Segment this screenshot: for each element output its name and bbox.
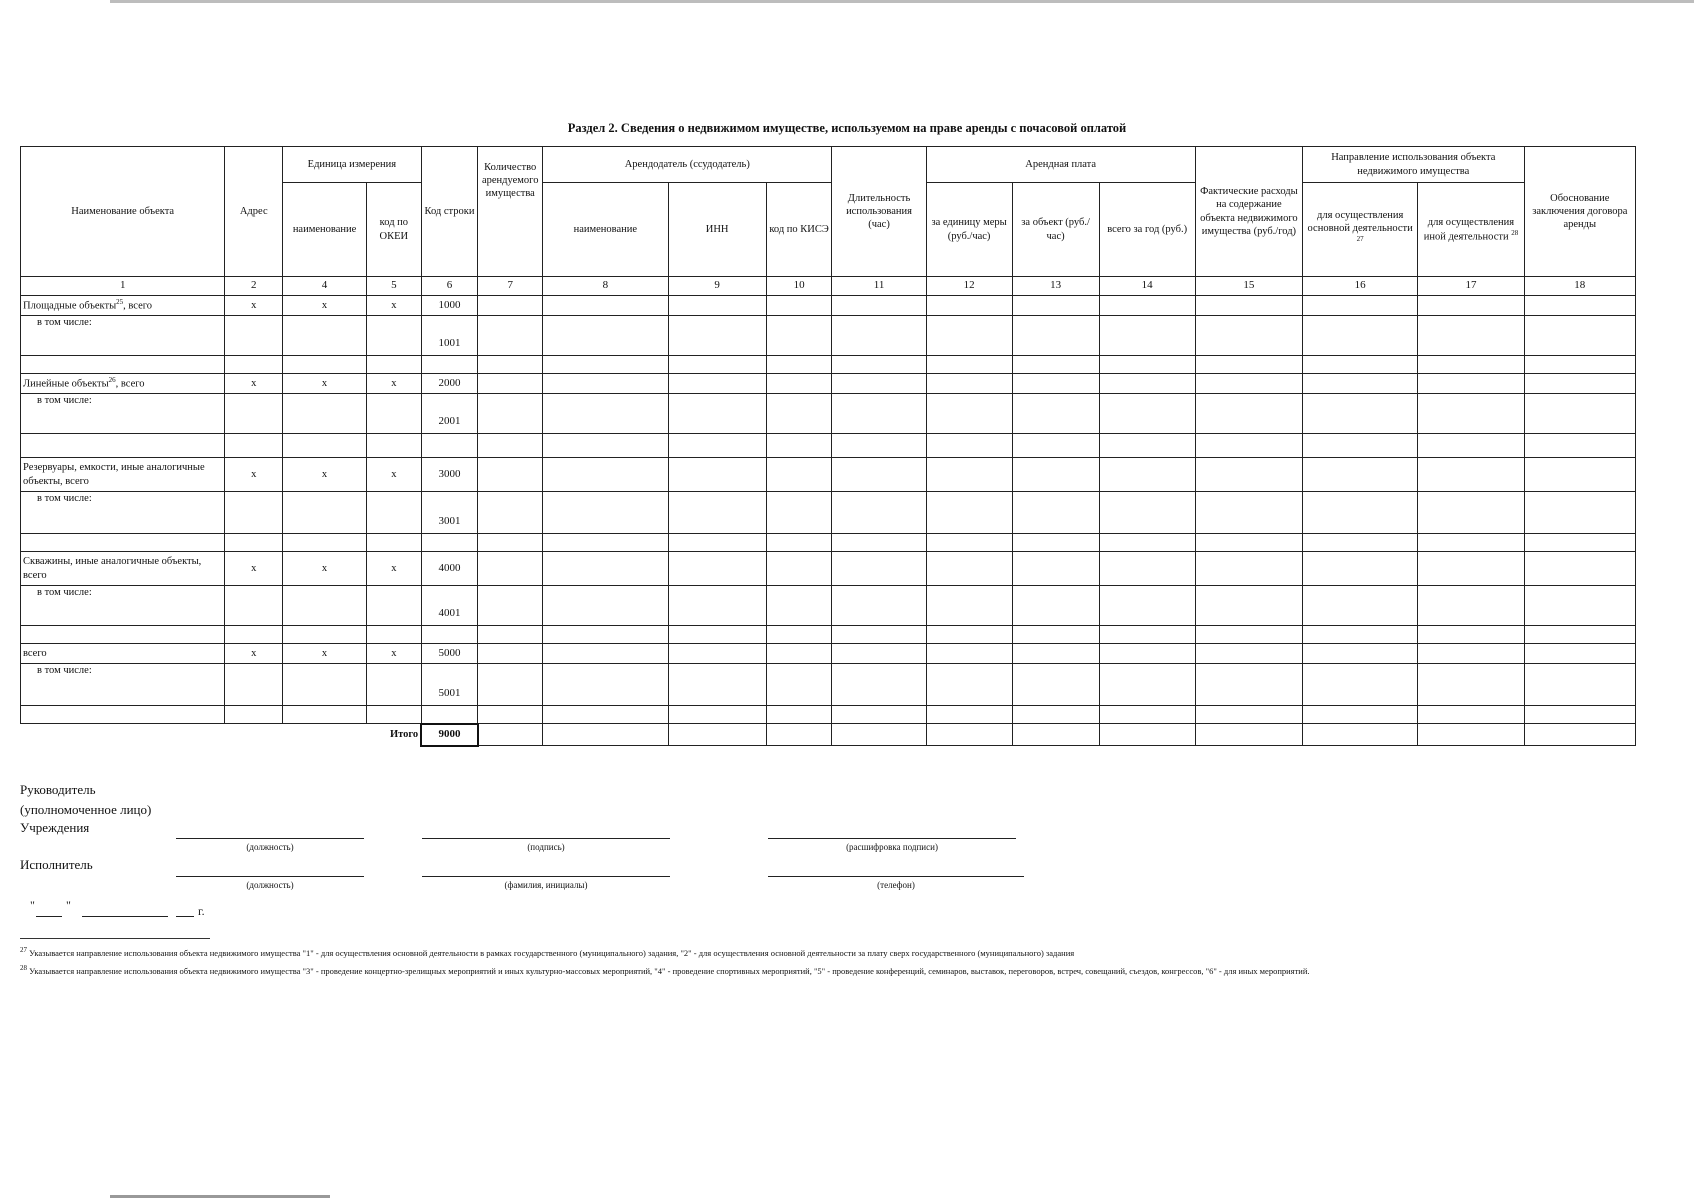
- data-cell[interactable]: [668, 458, 766, 492]
- cell-x: x: [283, 296, 367, 316]
- data-cell[interactable]: [1099, 296, 1195, 316]
- caption-decoding: (расшифровка подписи): [846, 842, 938, 852]
- footnote-divider: [20, 938, 210, 939]
- data-cell[interactable]: [766, 552, 832, 586]
- col-num: 2: [225, 277, 283, 296]
- table-row-4000: [21, 552, 1636, 586]
- data-cell[interactable]: [225, 492, 283, 534]
- data-cell[interactable]: [478, 316, 543, 356]
- data-cell[interactable]: [1303, 586, 1418, 626]
- data-cell[interactable]: [1303, 374, 1418, 394]
- data-cell[interactable]: [367, 586, 422, 626]
- table-row-3000: [21, 458, 1636, 492]
- data-cell[interactable]: [926, 492, 1012, 534]
- date-month-line[interactable]: [82, 916, 168, 917]
- row-name: Площадные объекты$^{25}$, всего: [21, 296, 225, 316]
- data-cell[interactable]: [1012, 296, 1099, 316]
- scan-edge-top: [110, 0, 1694, 3]
- data-cell[interactable]: [1524, 664, 1635, 706]
- data-cell[interactable]: [1524, 644, 1635, 664]
- head-decoding-line[interactable]: [768, 838, 1016, 839]
- data-cell[interactable]: [926, 394, 1012, 434]
- data-cell[interactable]: [832, 458, 926, 492]
- cell-x: x: [225, 458, 283, 492]
- table-row-2001: [21, 394, 1636, 434]
- row-name: Линейные объекты$^{26}$, всего: [21, 374, 225, 394]
- hdr-rent-per-unit: за единицу меры (руб./час): [926, 183, 1012, 277]
- data-cell[interactable]: [1099, 316, 1195, 356]
- data-cell[interactable]: [1195, 458, 1302, 492]
- cell-x: x: [367, 644, 422, 664]
- col-num: 11: [832, 277, 926, 296]
- caption-signature: (подпись): [527, 842, 565, 852]
- head-label-1: Руководитель: [20, 782, 96, 797]
- data-cell[interactable]: [926, 664, 1012, 706]
- cell-x: x: [283, 374, 367, 394]
- data-cell[interactable]: [478, 374, 543, 394]
- data-cell[interactable]: [1418, 586, 1524, 626]
- data-cell[interactable]: [1012, 316, 1099, 356]
- cell-x: x: [225, 374, 283, 394]
- data-cell[interactable]: [1418, 492, 1524, 534]
- data-cell[interactable]: [478, 724, 543, 746]
- date-day-line[interactable]: [36, 916, 62, 917]
- scan-edge-bottom: [110, 1195, 330, 1198]
- data-cell[interactable]: [1418, 374, 1524, 394]
- table-row-spacer: [21, 626, 1636, 644]
- data-cell[interactable]: [1303, 664, 1418, 706]
- col-num: 13: [1012, 277, 1099, 296]
- data-cell[interactable]: [1303, 394, 1418, 434]
- executor-position-line[interactable]: [176, 876, 364, 877]
- hdr-quantity: Количество арендуемого имущества: [478, 147, 543, 277]
- data-cell[interactable]: [926, 552, 1012, 586]
- data-cell[interactable]: [766, 644, 832, 664]
- data-cell[interactable]: [1303, 644, 1418, 664]
- cell-x: x: [283, 644, 367, 664]
- data-cell[interactable]: [283, 316, 367, 356]
- data-cell[interactable]: [225, 316, 283, 356]
- hdr-lessor-kise: код по КИСЭ: [766, 183, 832, 277]
- hdr-name: Наименование объекта: [21, 147, 225, 277]
- hdr-rent-group: Арендная плата: [926, 147, 1195, 183]
- col-num: 10: [766, 277, 832, 296]
- total-label: Итого: [367, 724, 422, 746]
- data-cell[interactable]: [766, 316, 832, 356]
- data-cell[interactable]: [1195, 492, 1302, 534]
- row-code: 4001: [421, 586, 478, 626]
- row-code: 4000: [421, 552, 478, 586]
- hdr-lessor-name: наименование: [543, 183, 668, 277]
- table-row-total: [21, 724, 1636, 746]
- hdr-direction-main: для осуществления основной деятельности $^{27}$: [1303, 183, 1418, 277]
- cell-x: x: [225, 644, 283, 664]
- row-name: Скважины, иные аналогичные объекты, всего: [21, 552, 225, 586]
- data-cell[interactable]: [1303, 724, 1418, 746]
- data-cell[interactable]: [832, 296, 926, 316]
- row-code: 9000: [421, 724, 478, 746]
- data-cell[interactable]: [1099, 458, 1195, 492]
- executor-phone-line[interactable]: [768, 876, 1024, 877]
- data-cell[interactable]: [1099, 394, 1195, 434]
- data-cell[interactable]: [478, 644, 543, 664]
- row-code: 1000: [421, 296, 478, 316]
- data-cell[interactable]: [766, 664, 832, 706]
- data-cell[interactable]: [766, 458, 832, 492]
- data-cell[interactable]: [1303, 492, 1418, 534]
- data-cell[interactable]: [1418, 644, 1524, 664]
- data-cell[interactable]: [668, 724, 766, 746]
- data-cell[interactable]: [1195, 664, 1302, 706]
- data-cell[interactable]: [766, 586, 832, 626]
- data-cell[interactable]: [543, 492, 668, 534]
- col-num: 18: [1524, 277, 1635, 296]
- cell-x: x: [225, 552, 283, 586]
- cell-x: x: [367, 552, 422, 586]
- data-cell[interactable]: [1195, 724, 1302, 746]
- row-code: 3000: [421, 458, 478, 492]
- row-code: 5001: [421, 664, 478, 706]
- data-cell[interactable]: [543, 374, 668, 394]
- col-num: 9: [668, 277, 766, 296]
- data-cell[interactable]: [832, 644, 926, 664]
- data-cell[interactable]: [926, 374, 1012, 394]
- data-cell[interactable]: [1012, 724, 1099, 746]
- data-cell[interactable]: [1524, 296, 1635, 316]
- data-cell[interactable]: [1012, 552, 1099, 586]
- row-code: 2000: [421, 374, 478, 394]
- data-cell[interactable]: [832, 492, 926, 534]
- data-cell[interactable]: [832, 552, 926, 586]
- table-row-5000: [21, 644, 1636, 664]
- cell-x: x: [225, 296, 283, 316]
- data-cell[interactable]: [1195, 586, 1302, 626]
- table-row-spacer: [21, 706, 1636, 724]
- data-cell[interactable]: [543, 644, 668, 664]
- col-num: 17: [1418, 277, 1524, 296]
- data-cell[interactable]: [1099, 724, 1195, 746]
- data-cell[interactable]: [1418, 664, 1524, 706]
- data-cell[interactable]: [1524, 552, 1635, 586]
- hdr-basis: Обоснование заключения договора аренды: [1524, 147, 1635, 277]
- data-cell[interactable]: [832, 394, 926, 434]
- data-cell[interactable]: [1418, 458, 1524, 492]
- date-year-suffix: г.: [198, 904, 205, 918]
- row-subtitle: в том числе:: [21, 394, 225, 434]
- hdr-duration: Длительность использования (час): [832, 147, 926, 277]
- data-cell[interactable]: [766, 394, 832, 434]
- data-cell[interactable]: [1418, 394, 1524, 434]
- col-num: 7: [478, 277, 543, 296]
- data-cell[interactable]: [1099, 492, 1195, 534]
- caption-fio: (фамилия, инициалы): [504, 880, 588, 890]
- data-cell[interactable]: [832, 586, 926, 626]
- hdr-unit-group: Единица измерения: [283, 147, 422, 183]
- col-num: 4: [283, 277, 367, 296]
- data-cell[interactable]: [1012, 644, 1099, 664]
- data-cell[interactable]: [225, 586, 283, 626]
- data-cell[interactable]: [225, 664, 283, 706]
- row-subtitle: в том числе:: [21, 664, 225, 706]
- data-cell[interactable]: [668, 664, 766, 706]
- data-cell[interactable]: [478, 394, 543, 434]
- data-cell[interactable]: [543, 458, 668, 492]
- data-cell[interactable]: [478, 664, 543, 706]
- data-cell[interactable]: [543, 586, 668, 626]
- executor-label: Исполнитель: [20, 857, 93, 872]
- table-row-5001: [21, 664, 1636, 706]
- real-estate-rent-table: [20, 146, 1636, 747]
- col-num: 1: [21, 277, 225, 296]
- cell-x: x: [283, 552, 367, 586]
- data-cell[interactable]: [926, 296, 1012, 316]
- data-cell[interactable]: [1195, 644, 1302, 664]
- table-row-4001: [21, 586, 1636, 626]
- data-cell[interactable]: [478, 552, 543, 586]
- data-cell[interactable]: [1099, 552, 1195, 586]
- date-quote-close: ": [66, 898, 71, 912]
- data-cell[interactable]: [543, 664, 668, 706]
- row-name: всего: [21, 644, 225, 664]
- data-cell[interactable]: [1012, 374, 1099, 394]
- data-cell[interactable]: [478, 296, 543, 316]
- table-row-2000: [21, 374, 1636, 394]
- date-quote-open: ": [30, 898, 35, 912]
- data-cell[interactable]: [1012, 664, 1099, 706]
- data-cell[interactable]: [1524, 316, 1635, 356]
- data-cell[interactable]: [1195, 296, 1302, 316]
- data-cell[interactable]: [832, 316, 926, 356]
- data-cell[interactable]: [367, 316, 422, 356]
- data-cell[interactable]: [668, 394, 766, 434]
- data-cell[interactable]: [1524, 458, 1635, 492]
- hdr-row-code: Код строки: [421, 147, 478, 277]
- data-cell[interactable]: [832, 664, 926, 706]
- data-cell[interactable]: [1418, 552, 1524, 586]
- table-row-spacer: [21, 534, 1636, 552]
- data-cell[interactable]: [766, 374, 832, 394]
- caption-phone: (телефон): [877, 880, 915, 890]
- data-cell[interactable]: [367, 664, 422, 706]
- col-num: 14: [1099, 277, 1195, 296]
- cell-x: x: [367, 296, 422, 316]
- data-cell[interactable]: [1524, 492, 1635, 534]
- data-cell[interactable]: [668, 296, 766, 316]
- data-cell[interactable]: [283, 492, 367, 534]
- executor-fio-line[interactable]: [422, 876, 670, 877]
- table-row-spacer: [21, 434, 1636, 458]
- section-title: Раздел 2. Сведения о недвижимом имуществе, используемом на праве аренды с почасовой оплатой: [567, 121, 1127, 135]
- data-cell[interactable]: [832, 374, 926, 394]
- hdr-rent-per-object: за объект (руб./час): [1012, 183, 1099, 277]
- data-cell[interactable]: [926, 586, 1012, 626]
- data-cell[interactable]: [1099, 586, 1195, 626]
- data-cell[interactable]: [668, 316, 766, 356]
- data-cell[interactable]: [1303, 458, 1418, 492]
- data-cell[interactable]: [926, 316, 1012, 356]
- data-cell[interactable]: [1524, 374, 1635, 394]
- data-cell[interactable]: [1012, 586, 1099, 626]
- data-cell[interactable]: [766, 492, 832, 534]
- data-cell[interactable]: [478, 458, 543, 492]
- row-subtitle: в том числе:: [21, 586, 225, 626]
- caption-position-2: (должность): [246, 880, 294, 890]
- data-cell[interactable]: [1195, 394, 1302, 434]
- data-cell[interactable]: [283, 586, 367, 626]
- head-signature-line[interactable]: [422, 838, 670, 839]
- table-row-spacer: [21, 356, 1636, 374]
- table-row-1001: [21, 316, 1636, 356]
- row-name: Резервуары, емкости, иные аналогичные объекты, всего: [21, 458, 225, 492]
- data-cell[interactable]: [1524, 586, 1635, 626]
- col-num: 12: [926, 277, 1012, 296]
- col-num: 8: [543, 277, 668, 296]
- hdr-direction-group: Направление использования объекта недвижимого имущества: [1303, 147, 1525, 183]
- hdr-unit-name: наименование: [283, 183, 367, 277]
- data-cell[interactable]: [543, 552, 668, 586]
- row-code: 5000: [421, 644, 478, 664]
- data-cell[interactable]: [1195, 552, 1302, 586]
- date-year-line[interactable]: [176, 916, 194, 917]
- data-cell[interactable]: [668, 492, 766, 534]
- col-num: 5: [367, 277, 422, 296]
- row-code: 2001: [421, 394, 478, 434]
- cell-x: x: [283, 458, 367, 492]
- data-cell[interactable]: [926, 458, 1012, 492]
- hdr-actual-costs: Фактические расходы на содержание объекта недвижимого имущества (руб./год): [1195, 147, 1302, 277]
- data-cell[interactable]: [926, 644, 1012, 664]
- data-cell[interactable]: [1303, 316, 1418, 356]
- row-code: 1001: [421, 316, 478, 356]
- data-cell[interactable]: [766, 724, 832, 746]
- data-cell[interactable]: [543, 724, 668, 746]
- data-cell[interactable]: [1524, 724, 1635, 746]
- data-cell[interactable]: [1012, 394, 1099, 434]
- column-numbers-row: [21, 277, 1636, 296]
- data-cell[interactable]: [543, 296, 668, 316]
- cell-x: x: [367, 458, 422, 492]
- data-cell[interactable]: [1012, 458, 1099, 492]
- data-cell[interactable]: [1418, 316, 1524, 356]
- data-cell[interactable]: [1303, 552, 1418, 586]
- data-cell[interactable]: [283, 664, 367, 706]
- data-cell[interactable]: [1195, 316, 1302, 356]
- caption-position: (должность): [246, 842, 294, 852]
- data-cell[interactable]: [926, 724, 1012, 746]
- hdr-lessor-group: Арендодатель (ссудодатель): [543, 147, 832, 183]
- data-cell[interactable]: [367, 492, 422, 534]
- table-row-3001: [21, 492, 1636, 534]
- hdr-lessor-inn: ИНН: [668, 183, 766, 277]
- data-cell[interactable]: [1099, 644, 1195, 664]
- data-cell[interactable]: [478, 586, 543, 626]
- data-cell[interactable]: [1418, 724, 1524, 746]
- data-cell[interactable]: [367, 394, 422, 434]
- data-cell[interactable]: [478, 492, 543, 534]
- data-cell[interactable]: [543, 316, 668, 356]
- col-num: 6: [421, 277, 478, 296]
- data-cell[interactable]: [668, 644, 766, 664]
- table-row-1000: [21, 296, 1636, 316]
- data-cell[interactable]: [283, 394, 367, 434]
- data-cell[interactable]: [1099, 374, 1195, 394]
- footnote-ref-28: 28: [1511, 228, 1519, 237]
- data-cell[interactable]: [1012, 492, 1099, 534]
- data-cell[interactable]: [668, 374, 766, 394]
- data-cell[interactable]: [766, 296, 832, 316]
- footnote-27: $^{27}$ Указывается направление использования объекта недвижимого имущества "1" - для осуществления основной деятельности в рамках государственного (муниципального) задания, "2" - для осуществления основной деятельности за плату сверх государственного (муниципального) задания: [20, 946, 1075, 958]
- data-cell[interactable]: [1195, 374, 1302, 394]
- hdr-direction-other: для осуществления иной деятельности $^{28}$: [1418, 183, 1524, 277]
- col-num: 15: [1195, 277, 1302, 296]
- data-cell[interactable]: [832, 724, 926, 746]
- head-label-2: (уполномоченное лицо): [20, 802, 152, 817]
- data-cell[interactable]: [1524, 394, 1635, 434]
- data-cell[interactable]: [225, 394, 283, 434]
- head-position-line[interactable]: [176, 838, 364, 839]
- footnote-28: $^{28}$ Указывается направление использования объекта недвижимого имущества "3" - проведение концертно-зрелищных мероприятий и иных культурно-массовых мероприятий, "4" - проведение спортивных мероприятий, "5" - проведение конференций, семинаров, выставок, переговоров, встреч, совещаний, съездов, конгрессов, "6" - для иных мероприятий.: [20, 964, 1310, 976]
- head-label-3: Учреждения: [20, 820, 90, 835]
- data-cell[interactable]: [543, 394, 668, 434]
- hdr-address: Адрес: [225, 147, 283, 277]
- data-cell[interactable]: [1099, 664, 1195, 706]
- footnote-ref-27: 27: [1356, 235, 1364, 244]
- cell-x: x: [367, 374, 422, 394]
- row-subtitle: в том числе:: [21, 492, 225, 534]
- data-cell[interactable]: [1418, 296, 1524, 316]
- hdr-unit-okei: код по ОКЕИ: [367, 183, 422, 277]
- data-cell[interactable]: [668, 552, 766, 586]
- data-cell[interactable]: [668, 586, 766, 626]
- row-subtitle: в том числе:: [21, 316, 225, 356]
- data-cell[interactable]: [1303, 296, 1418, 316]
- row-code: 3001: [421, 492, 478, 534]
- hdr-rent-per-year: всего за год (руб.): [1099, 183, 1195, 277]
- col-num: 16: [1303, 277, 1418, 296]
